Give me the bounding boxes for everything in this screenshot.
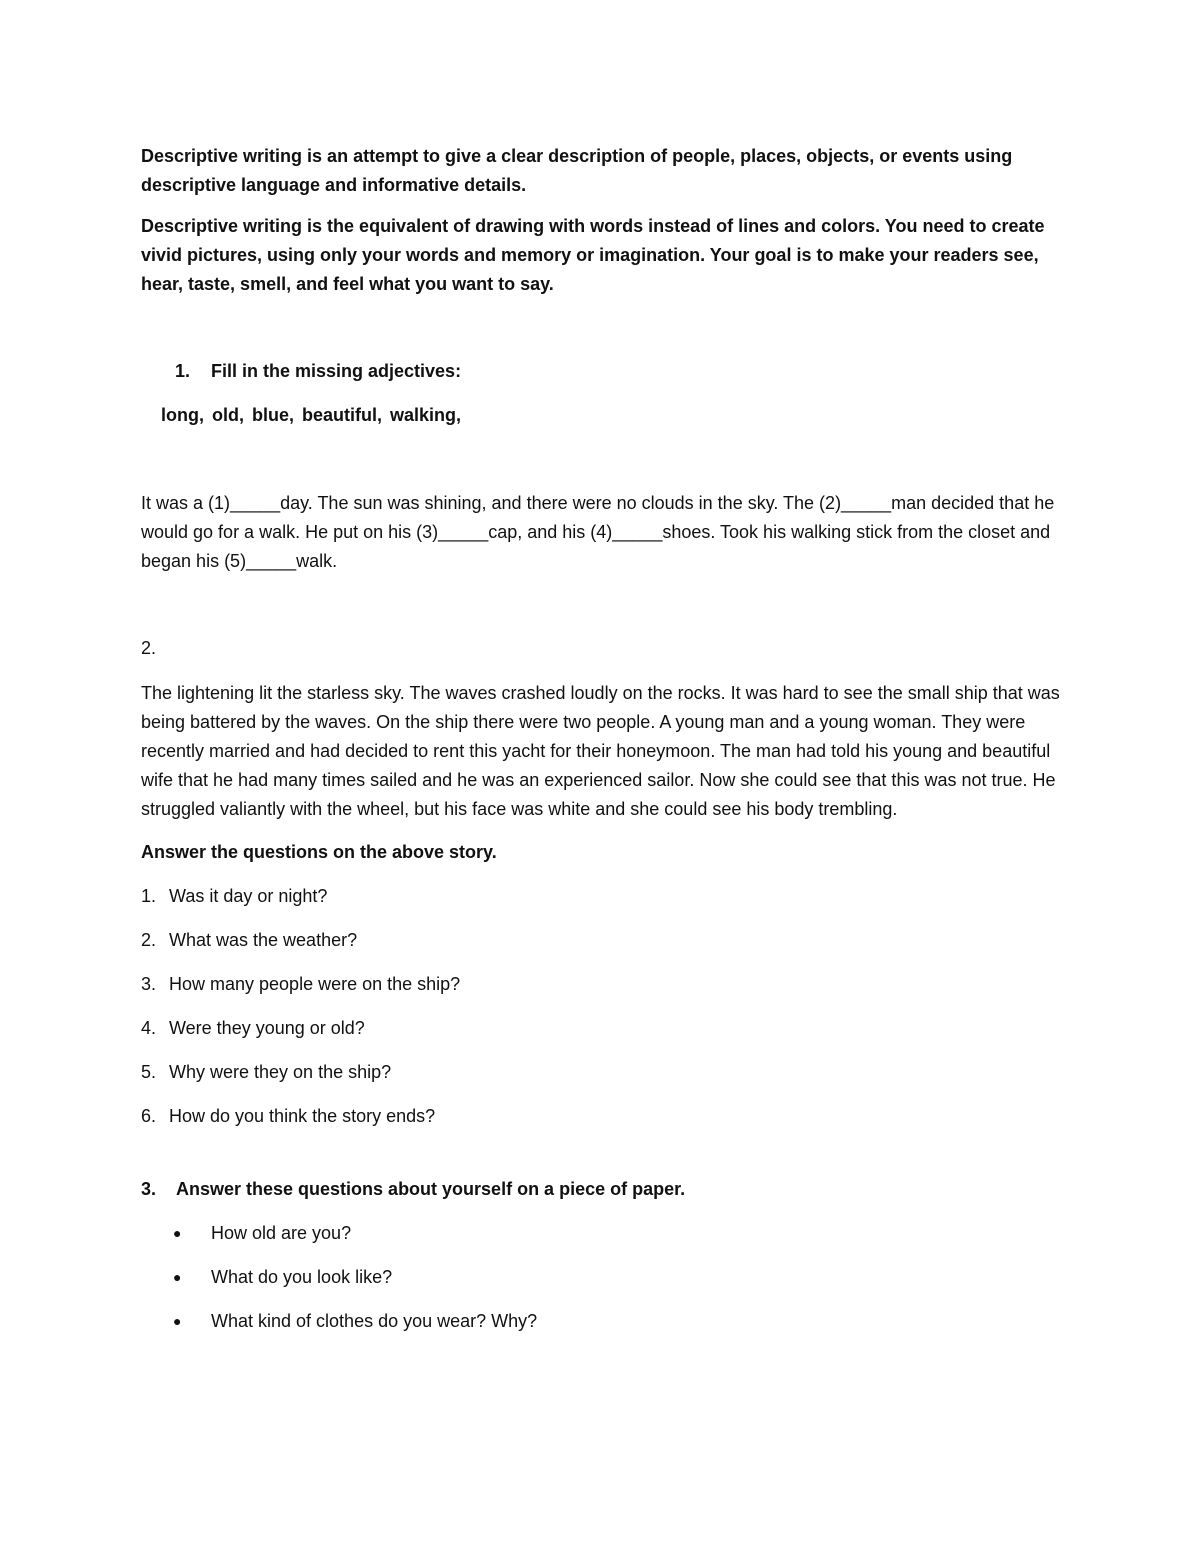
question-text: How do you think the story ends? bbox=[169, 1106, 436, 1126]
adjective-list: long, old, blue, beautiful, walking, bbox=[161, 405, 461, 425]
question-number: 1. bbox=[141, 886, 157, 906]
worksheet-page bbox=[141, 142, 1061, 1351]
bullet-text: What do you look like? bbox=[211, 1267, 393, 1287]
question-number: 6. bbox=[141, 1106, 157, 1126]
bullet-item bbox=[141, 1263, 1061, 1292]
intro-paragraph-2: Descriptive writing is the equivalent of drawing with words instead of lines and colors. You need to create vivid pictures, using only your words and memory or imagination. Your goal is to make your readers see, hear, taste, smell, and feel what you want to say. bbox=[141, 216, 1045, 294]
exercise-3-question-list bbox=[141, 1219, 1061, 1336]
question-item bbox=[141, 970, 1061, 999]
bullet-item bbox=[141, 1307, 1061, 1336]
bullet-text: How old are you? bbox=[211, 1223, 352, 1243]
bullet-icon: ● bbox=[173, 1225, 182, 1241]
question-number: 2. bbox=[141, 930, 157, 950]
bullet-icon: ● bbox=[173, 1269, 182, 1285]
bullet-text: What kind of clothes do you wear? Why? bbox=[211, 1311, 538, 1331]
question-text: Why were they on the ship? bbox=[169, 1062, 392, 1082]
intro-paragraph-1: Descriptive writing is an attempt to give a clear description of people, places, objects, or events using descriptive language and informative details. bbox=[141, 146, 1013, 195]
question-item bbox=[141, 1058, 1061, 1087]
exercise-1-title: Fill in the missing adjectives: bbox=[211, 361, 462, 381]
question-number: 5. bbox=[141, 1062, 157, 1082]
exercise-1-text: It was a (1)_____day. The sun was shining, and there were no clouds in the sky. The (2)_____man decided that he would go for a walk. He put on his (3)_____cap, and his (4)_____shoes. Took his walking stick from the closet and began his (5)_____walk. bbox=[141, 493, 1055, 571]
question-text: What was the weather? bbox=[169, 930, 358, 950]
question-number: 4. bbox=[141, 1018, 157, 1038]
exercise-1-heading bbox=[141, 357, 1061, 386]
question-text: Was it day or night? bbox=[169, 886, 328, 906]
exercise-1-number: 1. bbox=[175, 361, 191, 381]
exercise-2-question-list bbox=[141, 882, 1061, 1131]
exercise-3-heading bbox=[141, 1175, 1061, 1204]
exercise-2-number: 2. bbox=[141, 638, 157, 658]
bullet-item bbox=[141, 1219, 1061, 1248]
question-text: How many people were on the ship? bbox=[169, 974, 461, 994]
question-item bbox=[141, 882, 1061, 911]
bullet-icon: ● bbox=[173, 1313, 182, 1329]
question-number: 3. bbox=[141, 974, 157, 994]
exercise-3-title: Answer these questions about yourself on a piece of paper. bbox=[176, 1179, 686, 1199]
question-item bbox=[141, 926, 1061, 955]
question-item bbox=[141, 1014, 1061, 1043]
exercise-2-story: The lightening lit the starless sky. The waves crashed loudly on the rocks. It was hard to see the small ship that was being battered by the waves. On the ship there were two people. A young man and a young woman. They were recently married and had decided to rent this yacht for their honeymoon. The man had told his young and beautiful wife that he had many times sailed and he was an experienced sailor. Now she could see that this was not true. He struggled valiantly with the wheel, but his face was white and she could see his body trembling. bbox=[141, 683, 1060, 819]
exercise-3-number: 3. bbox=[141, 1179, 157, 1199]
question-item bbox=[141, 1102, 1061, 1131]
exercise-2-questions-heading: Answer the questions on the above story. bbox=[141, 842, 497, 862]
question-text: Were they young or old? bbox=[169, 1018, 365, 1038]
